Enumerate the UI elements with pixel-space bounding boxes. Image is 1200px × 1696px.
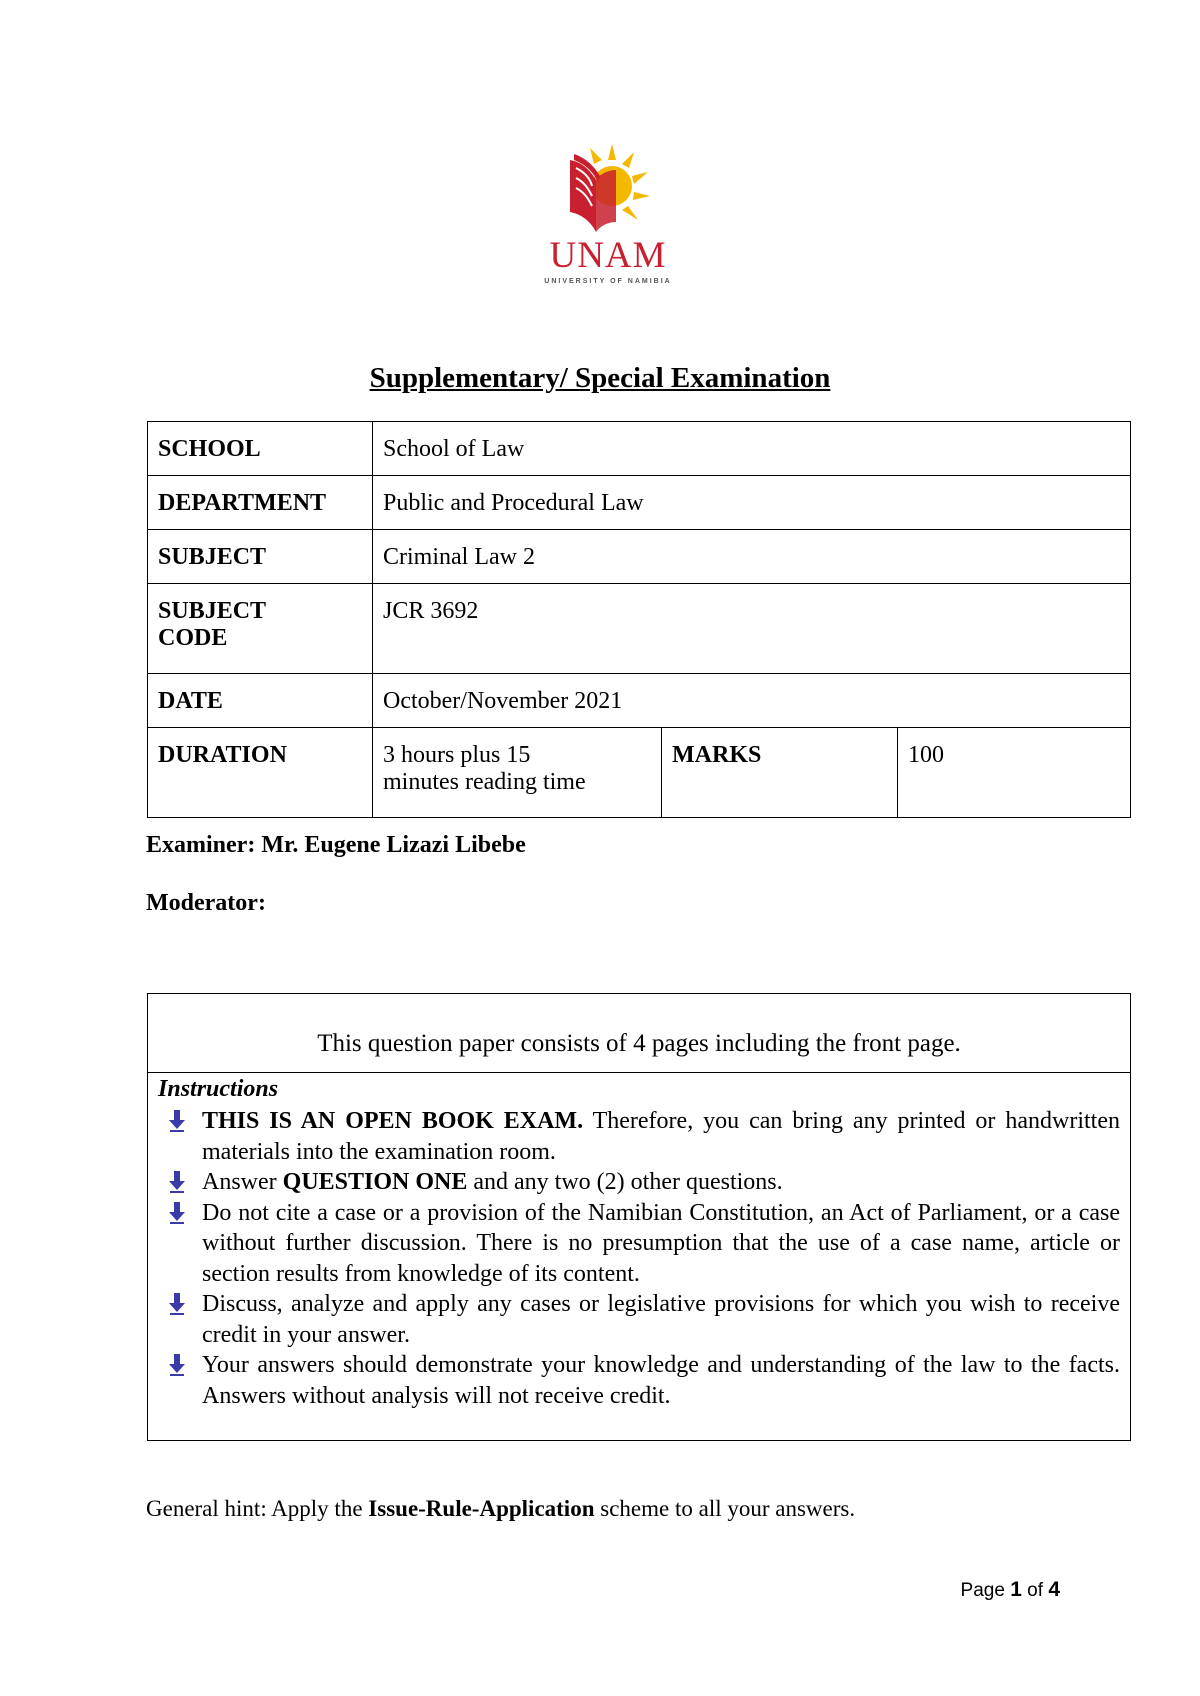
examiner: Examiner: Mr. Eugene Lizazi Libebe: [146, 832, 526, 858]
subject-code-value: JCR 3692: [373, 584, 1131, 674]
subject-code-label-line-1: SUBJECT: [158, 598, 267, 624]
pages-note: This question paper consists of 4 pages including the front page.: [317, 1030, 961, 1057]
page-current: 1: [1010, 1578, 1022, 1601]
logo-wordmark: UNAM: [549, 235, 667, 276]
department-value: Public and Procedural Law: [373, 476, 1131, 530]
hint-bold: Issue-Rule-Application: [368, 1496, 595, 1521]
duration-value: [373, 728, 662, 818]
date-label: DATE: [148, 674, 373, 728]
marks-value: 100: [898, 728, 1131, 818]
instruction-5-text: Your answers should demonstrate your knowledge and understanding of the law to the facts. Answers without analysis will not receive credit.: [202, 1352, 1120, 1409]
instruction-2-pre: Answer: [202, 1169, 283, 1195]
page-number: [961, 1578, 1060, 1602]
school-value: School of Law: [373, 422, 1131, 476]
instructions-box: [147, 993, 1131, 1441]
table-row: [148, 530, 1131, 584]
instruction-1-bold: THIS IS AN OPEN BOOK EXAM.: [202, 1108, 584, 1134]
hint-pre: General hint: Apply the: [146, 1496, 369, 1521]
duration-value-line-2: minutes reading time: [383, 769, 586, 795]
logo-subtitle: UNIVERSITY OF NAMIBIA: [544, 278, 672, 285]
date-value: October/November 2021: [373, 674, 1131, 728]
subject-value: Criminal Law 2: [373, 530, 1131, 584]
general-hint: [146, 1496, 855, 1522]
department-label: DEPARTMENT: [148, 476, 373, 530]
marks-label: MARKS: [662, 728, 898, 818]
list-item: [202, 1106, 1120, 1167]
list-item: [202, 1167, 1120, 1198]
list-item: [202, 1350, 1120, 1411]
duration-label: DURATION: [148, 728, 373, 818]
subject-label: SUBJECT: [148, 530, 373, 584]
book-sun-emblem-icon: [530, 140, 680, 240]
instructions-title: Instructions: [158, 1076, 279, 1102]
list-item: [202, 1289, 1120, 1350]
moderator: Moderator:: [146, 890, 266, 916]
hint-post: scheme to all your answers.: [594, 1496, 856, 1521]
arrow-down-bullet-icon: [168, 1110, 186, 1132]
unam-logo: [530, 140, 680, 290]
page-of-word: of: [1027, 1580, 1044, 1601]
page-word: Page: [960, 1580, 1005, 1601]
instruction-2-bold: QUESTION ONE: [282, 1169, 468, 1195]
page-total: 4: [1048, 1578, 1060, 1601]
subject-code-label: [148, 584, 373, 674]
exam-info-table: [147, 421, 1131, 818]
instruction-2-text: and any two (2) other questions.: [467, 1169, 783, 1195]
table-row: [148, 728, 1131, 818]
arrow-down-bullet-icon: [168, 1171, 186, 1193]
box-divider: [148, 1072, 1130, 1073]
subject-code-label-line-2: CODE: [158, 625, 228, 651]
table-row: [148, 674, 1131, 728]
duration-value-line-1: 3 hours plus 15: [383, 742, 531, 768]
arrow-down-bullet-icon: [168, 1354, 186, 1376]
school-label: SCHOOL: [148, 422, 373, 476]
list-item: [202, 1198, 1120, 1290]
instruction-1-text: Therefore, you can bring any printed or handwritten materials into the examination room.: [202, 1108, 1120, 1165]
exam-title: Supplementary/ Special Examination: [369, 362, 831, 394]
table-row: [148, 476, 1131, 530]
instructions-list: [202, 1106, 1120, 1411]
table-row: [148, 422, 1131, 476]
arrow-down-bullet-icon: [168, 1202, 186, 1224]
instruction-3-text: Do not cite a case or a provision of the Namibian Constitution, an Act of Parliament, or a case without further discussion. There is no presumption that the use of a case name, article or section results from knowledge of its content.: [202, 1199, 1120, 1287]
arrow-down-bullet-icon: [168, 1293, 186, 1315]
table-row: [148, 584, 1131, 674]
instruction-4-text: Discuss, analyze and apply any cases or legislative provisions for which you wish to receive credit in your answer.: [202, 1291, 1120, 1348]
